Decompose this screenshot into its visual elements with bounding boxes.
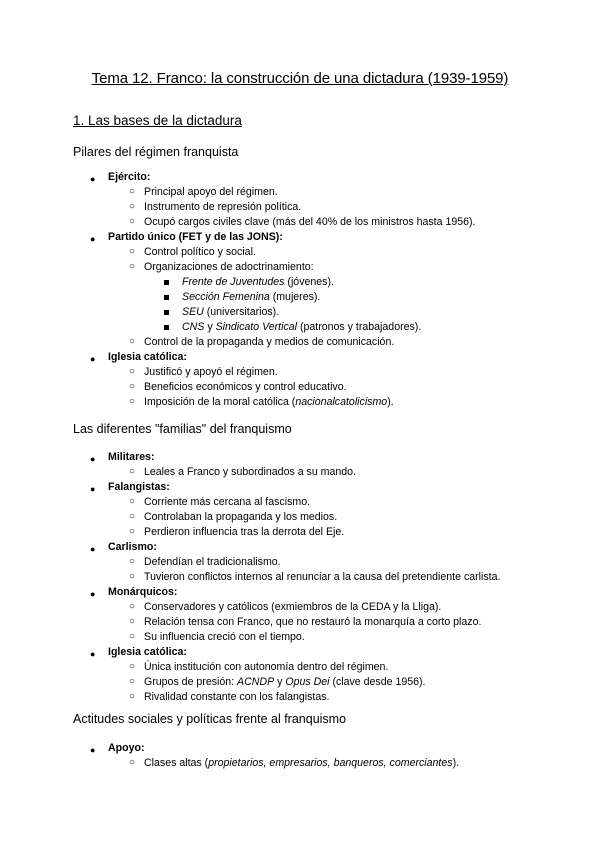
list-item: Tuvieron conflictos internos al renunciar a la causa del pretendiente carlista. — [144, 571, 501, 583]
bullet-icon: ● — [90, 544, 96, 554]
list-item: Relación tensa con Franco, que no restauró la monarquía a corto plazo. — [144, 616, 482, 628]
list-item-label: Partido único (FET y de las JONS): — [108, 231, 283, 243]
list-item-label: Falangistas: — [108, 481, 170, 493]
square-bullet-icon — [164, 310, 169, 315]
list-item: Grupos de presión: ACNDP y Opus Dei (clave desde 1956). — [144, 676, 426, 688]
circle-bullet-icon: ○ — [129, 511, 136, 522]
square-bullet-icon — [164, 295, 169, 300]
list-item: Beneficios económicos y control educativo. — [144, 381, 347, 393]
bullet-icon: ● — [90, 354, 96, 364]
circle-bullet-icon: ○ — [129, 556, 136, 567]
list-item-label: Apoyo: — [108, 742, 145, 754]
circle-bullet-icon: ○ — [129, 246, 136, 257]
list-item-label: Iglesia católica: — [108, 351, 187, 363]
circle-bullet-icon: ○ — [129, 396, 136, 407]
list-item: CNS y Sindicato Vertical (patronos y trabajadores). — [182, 321, 422, 333]
circle-bullet-icon: ○ — [129, 366, 136, 377]
subheading-pilares: Pilares del régimen franquista — [73, 145, 239, 159]
list-item: SEU (universitarios). — [182, 306, 280, 318]
circle-bullet-icon: ○ — [129, 261, 136, 272]
circle-bullet-icon: ○ — [129, 186, 136, 197]
list-item-label: Monárquicos: — [108, 586, 178, 598]
list-item: Controlaban la propaganda y los medios. — [144, 511, 338, 523]
section-heading: 1. Las bases de la dictadura — [73, 113, 242, 128]
list-item: Control de la propaganda y medios de comunicación. — [144, 336, 395, 348]
bullet-icon: ● — [90, 589, 96, 599]
bullet-icon: ● — [90, 234, 96, 244]
list-item: Organizaciones de adoctrinamiento: — [144, 261, 314, 273]
list-item-label: Iglesia católica: — [108, 646, 187, 658]
list-item: Instrumento de represión política. — [144, 201, 302, 213]
circle-bullet-icon: ○ — [129, 601, 136, 612]
list-item: Control político y social. — [144, 246, 256, 258]
list-item: Clases altas (propietarios, empresarios, banqueros, comerciantes). — [144, 757, 460, 769]
list-item: Principal apoyo del régimen. — [144, 186, 278, 198]
circle-bullet-icon: ○ — [129, 496, 136, 507]
circle-bullet-icon: ○ — [129, 526, 136, 537]
bullet-icon: ● — [90, 454, 96, 464]
circle-bullet-icon: ○ — [129, 661, 136, 672]
list-item: Defendían el tradicionalismo. — [144, 556, 281, 568]
document-title: Tema 12. Franco: la construcción de una dictadura (1939-1959) — [91, 70, 509, 87]
list-item: Sección Femenina (mujeres). — [182, 291, 321, 303]
circle-bullet-icon: ○ — [129, 466, 136, 477]
circle-bullet-icon: ○ — [129, 676, 136, 687]
list-item: Justificó y apoyó el régimen. — [144, 366, 278, 378]
circle-bullet-icon: ○ — [129, 631, 136, 642]
list-item: Corriente más cercana al fascismo. — [144, 496, 311, 508]
square-bullet-icon — [164, 325, 169, 330]
circle-bullet-icon: ○ — [129, 381, 136, 392]
list-item: Ocupó cargos civiles clave (más del 40% de los ministros hasta 1956). — [144, 216, 476, 228]
list-item-label: Militares: — [108, 451, 155, 463]
circle-bullet-icon: ○ — [129, 336, 136, 347]
circle-bullet-icon: ○ — [129, 757, 136, 768]
list-item-label: Carlismo: — [108, 541, 157, 553]
list-item: Leales a Franco y subordinados a su mando. — [144, 466, 357, 478]
list-item: Frente de Juventudes (jóvenes). — [182, 276, 334, 288]
bullet-icon: ● — [90, 745, 96, 755]
list-item: Perdieron influencia tras la derrota del Eje. — [144, 526, 345, 538]
list-item: Su influencia creció con el tiempo. — [144, 631, 305, 643]
circle-bullet-icon: ○ — [129, 691, 136, 702]
bullet-icon: ● — [90, 649, 96, 659]
subheading-familias: Las diferentes "familias" del franquismo — [73, 422, 292, 436]
circle-bullet-icon: ○ — [129, 216, 136, 227]
circle-bullet-icon: ○ — [129, 201, 136, 212]
circle-bullet-icon: ○ — [129, 616, 136, 627]
square-bullet-icon — [164, 280, 169, 285]
list-item-label: Ejército: — [108, 171, 151, 183]
subheading-actitudes: Actitudes sociales y políticas frente al franquismo — [73, 712, 347, 726]
circle-bullet-icon: ○ — [129, 571, 136, 582]
list-item: Imposición de la moral católica (nacionalcatolicismo). — [144, 396, 394, 408]
list-item: Conservadores y católicos (exmiembros de la CEDA y la Lliga). — [144, 601, 442, 613]
list-item: Rivalidad constante con los falangistas. — [144, 691, 330, 703]
bullet-icon: ● — [90, 484, 96, 494]
bullet-icon: ● — [90, 174, 96, 184]
list-item: Única institución con autonomía dentro del régimen. — [144, 661, 389, 673]
